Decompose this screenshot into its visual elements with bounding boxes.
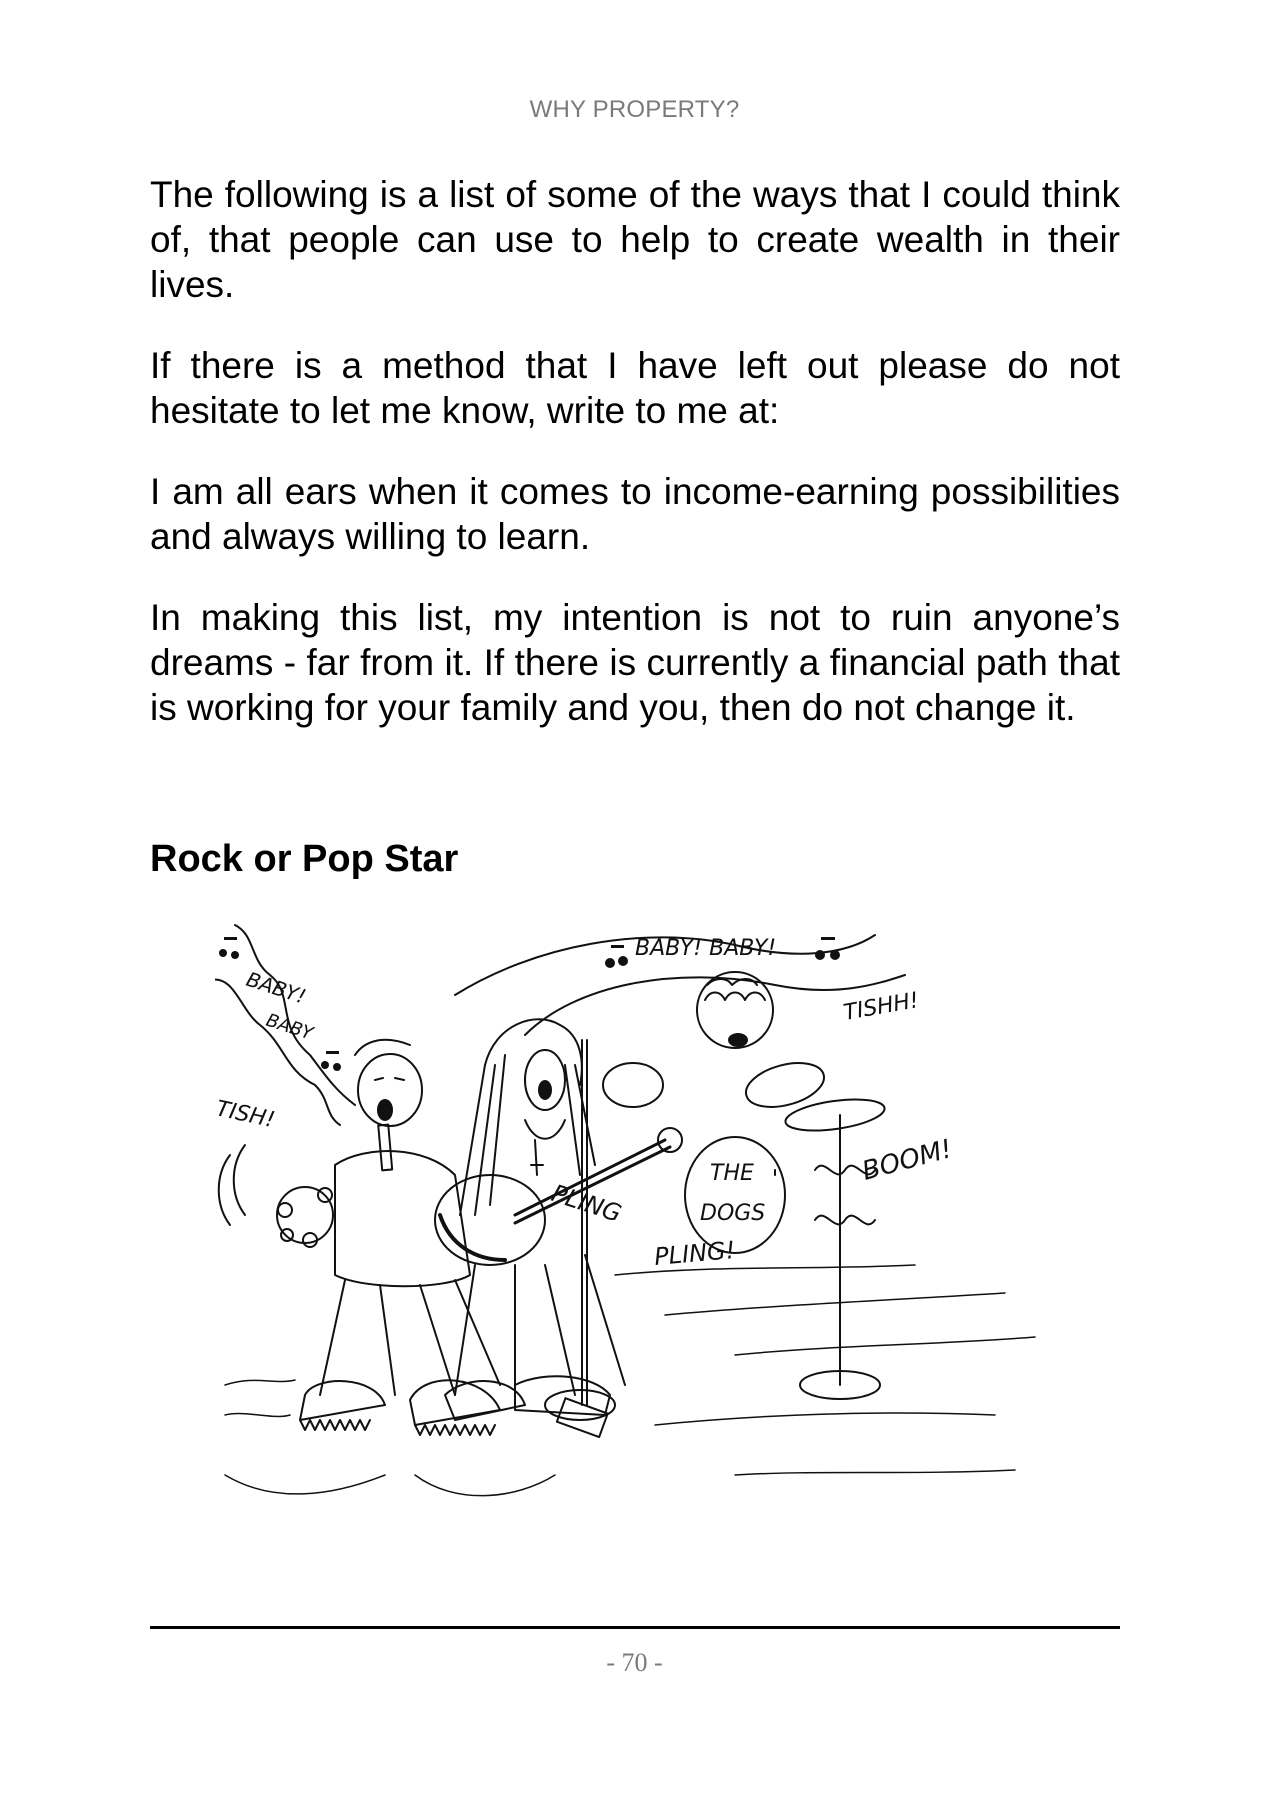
mic-stand — [582, 1040, 587, 1405]
paragraph-all-ears: I am all ears when it comes to income-earning possibilities and always willing to learn. — [150, 471, 1120, 557]
singer-figure — [277, 1040, 500, 1435]
paragraph-intention: In making this list, my intention is not to ruin anyone’s dreams - far from it. If there is currently a financial path that is working for your family and you, then do not change it. — [150, 597, 1120, 728]
drummer-lyrics: BABY! BABY! — [635, 936, 777, 961]
guitar-sound-2: PLING! — [653, 1236, 737, 1271]
page-number: - 70 - — [606, 1648, 663, 1677]
singer-lyrics-2: BABY — [263, 1009, 316, 1045]
singer-lyrics-1: BABY! — [243, 966, 309, 1009]
bass-drum-label-top: THE — [710, 1161, 754, 1186]
guitar-sound-1: PLING — [548, 1179, 625, 1228]
guitarist-figure — [435, 1019, 682, 1437]
bass-drum-sound: BOOM! — [859, 1134, 956, 1187]
rock-band-illustration — [215, 915, 1060, 1530]
music-note-icon — [219, 937, 341, 1071]
paragraph-contact: If there is a method that I have left out please do not hesitate to let me know, write to me at: — [150, 345, 1120, 431]
cymbal-sound-right: TISHH! — [841, 988, 921, 1026]
body-text — [150, 172, 1120, 766]
cymbal-sound-left: TISH! — [215, 1096, 277, 1134]
bass-drum-label-bottom: DOGS — [700, 1201, 766, 1226]
paragraph-intro: The following is a list of some of the ways that I could think of, that people can use to help to create wealth in their lives. — [150, 174, 1120, 305]
footer-rule — [150, 1626, 1120, 1629]
section-heading: Rock or Pop Star — [150, 838, 459, 880]
running-header: WHY PROPERTY? — [529, 96, 740, 123]
stage-floor-lines — [225, 1265, 1035, 1496]
